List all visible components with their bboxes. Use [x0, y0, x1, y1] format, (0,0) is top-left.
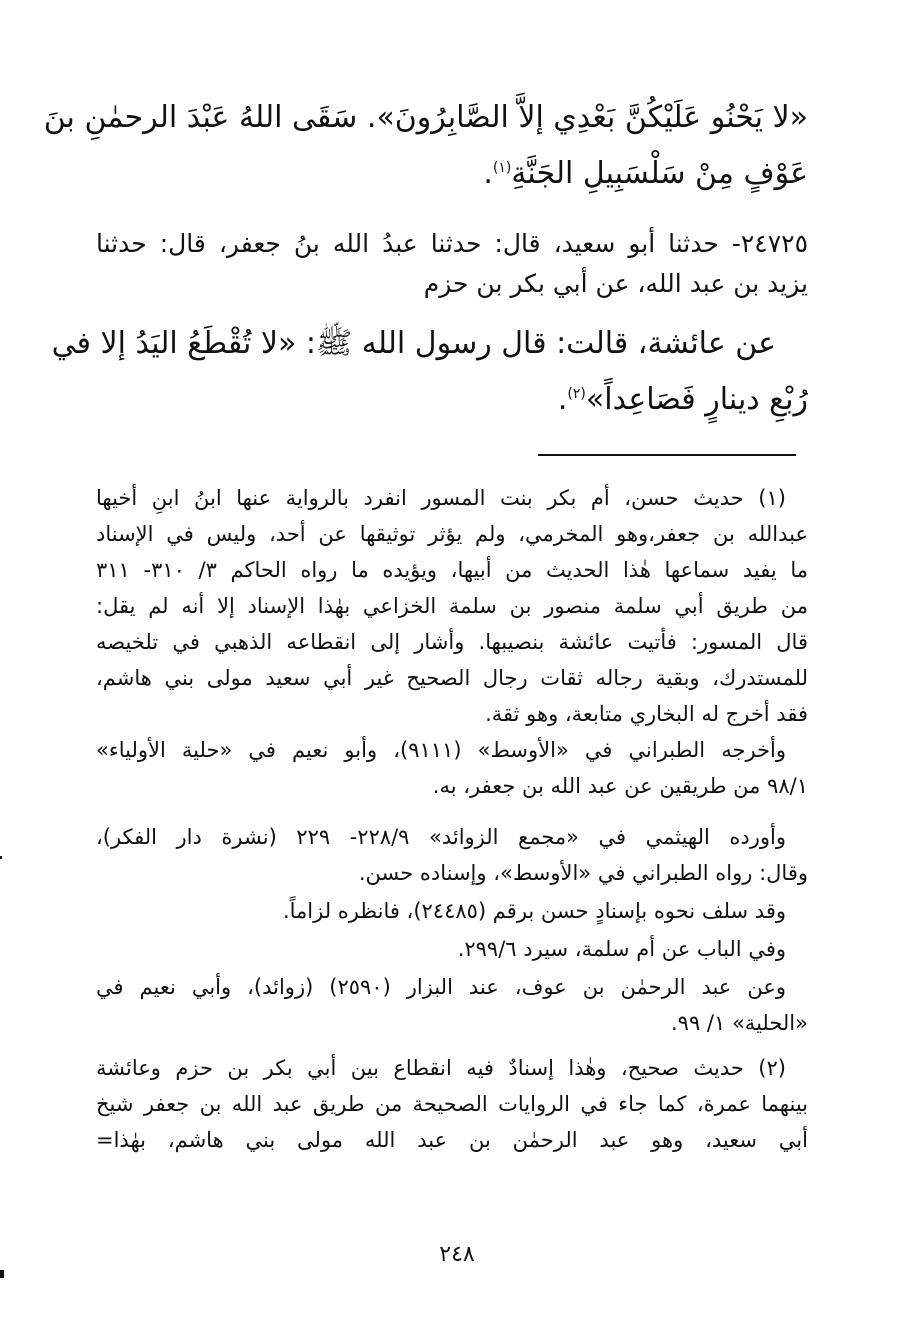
- footnote-line: قال المسور: فأتيت عائشة بنصيبها. وأشار إلى انقطاعه الذهبي في تلخيصه: [96, 630, 808, 654]
- footnote-line: للمستدرك، وبقية رجاله ثقات رجال الصحيح غير أبي سعيد مولى بني هاشم،: [96, 666, 808, 690]
- footnote-line: عبدالله بن جعفر،وهو المخرمي، ولم يؤثر توثيقها عن أحد، وليس في الإسناد: [96, 522, 808, 546]
- footnote-line: فقد أخرج له البخاري متابعة، وهو ثقة.: [485, 702, 808, 726]
- page-number: ٢٤٨: [439, 1242, 475, 1267]
- hadith-text-line-2-end: .: [483, 156, 493, 191]
- footnote-line: (٢) حديث صحيح، وهٰذا إسنادٌ فيه انقطاع بين أبي بكر بن حزم وعائشة: [96, 1056, 786, 1080]
- footnote-line: وفي الباب عن أم سلمة، سيرد ٢٩٩/٦.: [457, 937, 786, 961]
- hadith-text-line-1: «لا يَحْنُو عَلَيْكُنَّ بَعْدِي إلاَّ الصَّابِرُونَ». سَقَى اللهُ عَبْدَ الرحمٰنِ بنَ: [43, 100, 808, 135]
- isnad-line-1: ٢٤٧٢٥- حدثنا أبو سعيد، قال: حدثنا عبدُ الله بنُ جعفر، قال: حدثنا: [96, 229, 808, 258]
- footnote-line: وقد سلف نحوه بإسنادٍ حسن برقم (٢٤٤٨٥)، فانظره لزاماً.: [282, 899, 786, 923]
- footnote-line: «الحلية» ١/ ٩٩.: [670, 1011, 808, 1035]
- scan-speck: [0, 1270, 4, 1278]
- footnote-line: (١) حديث حسن، أم بكر بنت المسور انفرد بالرواية عنها ابنُ ابنِ أخيها: [96, 486, 786, 510]
- footnote-line: وقال: رواه الطبراني في «الأوسط»، وإسناده حسن.: [358, 861, 808, 885]
- footnote-line: ما يفيد سماعها هٰذا الحديث من أبيها، ويؤيده ما رواه الحاكم ٣/ ٣١٠- ٣١١: [96, 558, 808, 582]
- matn-line-2-text: رُبْعِ دينارٍ فَصَاعِداً»: [585, 382, 808, 417]
- footnote-ref-2: (٢): [567, 386, 586, 402]
- hadith-text-line-2-text: عَوْفٍ مِنْ سَلْسَبِيلِ الجَنَّةِ: [511, 156, 808, 191]
- footnote-ref-1: (١): [492, 160, 512, 176]
- footnote-line: بينهما عمرة، كما جاء في الروايات الصحيحة من طريق عبد الله بن جعفر شيخ: [96, 1092, 808, 1116]
- footnote-line: وعن عبد الرحمٰن بن عوف، عند البزار (٢٥٩٠) (زوائد)، وأبي نعيم في: [96, 975, 786, 999]
- footnote-line: أبي سعيد، وهو عبد الرحمٰن بن عبد الله مولى بني هاشم، بهٰذا=: [96, 1128, 808, 1152]
- matn-line-1: عن عائشة، قالت: قال رسول الله ﷺ: «لا تُقْطَعُ اليَدُ إلا في: [51, 326, 776, 361]
- footnote-line: وأخرجه الطبراني في «الأوسط» (٩١١١)، وأبو نعيم في «حلية الأولياء»: [96, 738, 786, 762]
- matn-line-2-end: .: [557, 382, 568, 417]
- footnote-line: من طريق أبي سلمة منصور بن سلمة الخزاعي بهٰذا الإسناد إلا أنه لم يقل:: [96, 594, 808, 618]
- footnote-line: وأورده الهيثمي في «مجمع الزوائد» ٢٢٨/٩- ٢٢٩ (نشرة دار الفكر)،: [96, 825, 786, 849]
- scan-speck: [0, 856, 2, 859]
- matn-line-2: [96, 382, 808, 418]
- isnad-line-2: يزيد بن عبد الله، عن أبي بكر بن حزم: [423, 269, 808, 298]
- hadith-text-line-2: [96, 156, 808, 192]
- footnote-separator: [538, 454, 796, 456]
- footnote-line: ٩٨/١ من طريقين عن عبد الله بن جعفر، به.: [432, 774, 808, 798]
